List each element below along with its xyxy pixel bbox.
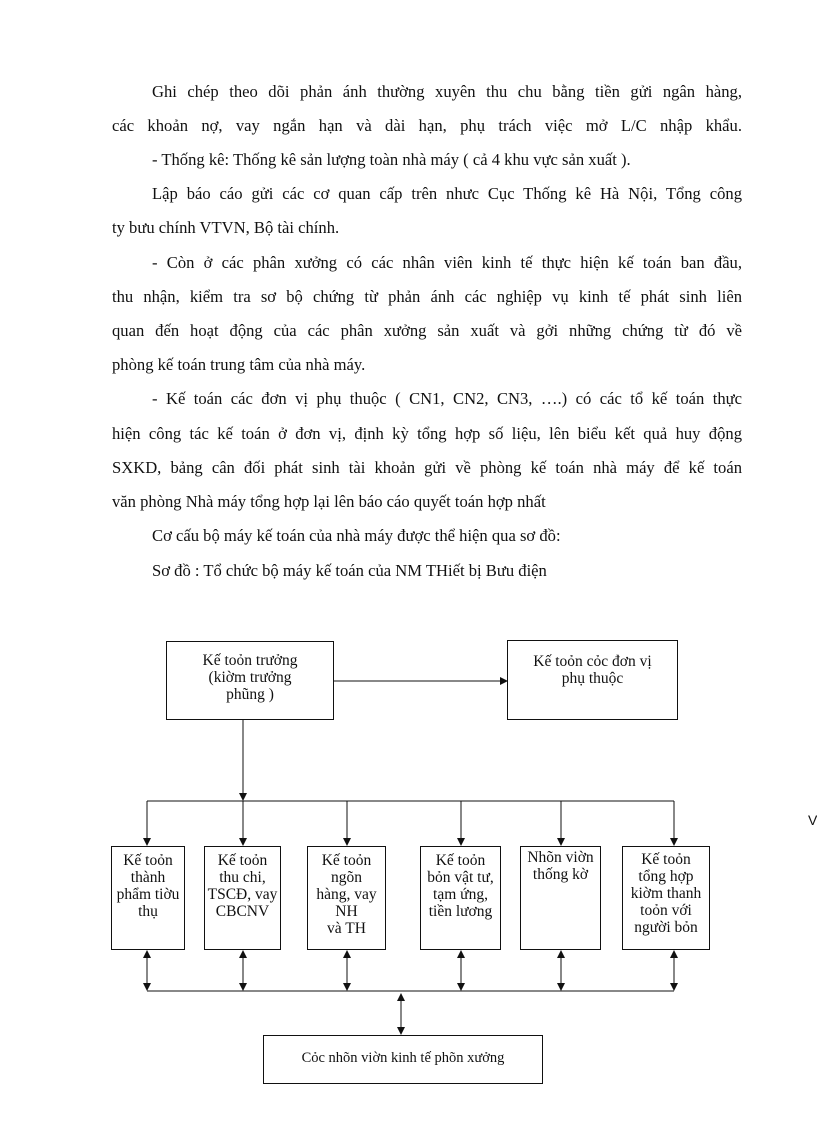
edge-mark: V: [808, 812, 817, 828]
box-line: tiền lương: [428, 903, 493, 920]
unit-box-general-ledger: [622, 846, 710, 950]
box-line: người bỏn: [634, 919, 698, 936]
box-line: (kiờm trưởng: [208, 669, 292, 686]
paragraph-line: - Thống kê: Thống kê sản lượng toàn nhà máy ( cả 4 khu vực sản xuất ).: [152, 150, 631, 169]
unit-box-finished-goods: [111, 846, 185, 950]
box-line: phũng ): [226, 686, 274, 703]
paragraph-line: văn phòng Nhà máy tổng hợp lại lên báo cáo quyết toán hợp nhất: [112, 492, 546, 511]
box-line: Kế toỏn: [435, 852, 486, 869]
box-line: bỏn vật tư,: [427, 869, 494, 886]
unit-box-statistics: [520, 846, 601, 950]
box-line: Kế toỏn cỏc đơn vị: [533, 653, 652, 670]
paragraph-line: - Kế toán các đơn vị phụ thuộc ( CN1, CN2, CN3, ….) có các tổ kế toán thực: [152, 389, 742, 408]
box-line: Nhõn viờn: [527, 849, 594, 866]
unit-box-materials-payroll: [420, 846, 501, 950]
paragraph-line: Cơ cấu bộ máy kế toán của nhà máy được thể hiện qua sơ đồ:: [152, 526, 561, 545]
paragraph-line: phòng kế toán trung tâm của nhà máy.: [112, 355, 366, 374]
paragraph-line: - Còn ở các phân xưởng có các nhân viên kinh tế thực hiện kế toán ban đầu,: [152, 253, 742, 272]
box-line: thống kờ: [532, 866, 589, 883]
box-line: CBCNV: [215, 903, 270, 920]
box-line: Kế toỏn: [217, 852, 268, 869]
box-line: tổng hợp: [638, 868, 694, 885]
box-line: TSCĐ, vay: [207, 886, 278, 903]
box-line: thành: [130, 869, 166, 886]
paragraph-line: Ghi chép theo dõi phản ánh thường xuyên thu chu bằng tiền gửi ngân hàng,: [152, 82, 742, 101]
paragraph-line: hiện công tác kế toán ở đơn vị, định kỳ tổng hợp số liệu, lên biểu kết quả huy động: [112, 424, 742, 443]
unit-box-bank: [307, 846, 386, 950]
diagram-caption: Sơ đồ : Tổ chức bộ máy kế toán của NM THiết bị Bưu điện: [152, 561, 547, 580]
box-line: Kế toỏn trưởng: [202, 652, 298, 669]
box-line: và TH: [327, 920, 366, 937]
dependent-units-accountant-box: [507, 640, 678, 720]
paragraph-line: thu nhận, kiểm tra sơ bộ chứng từ phản ánh các nghiệp vụ kinh tế phát sinh liên: [112, 287, 742, 306]
paragraph-line: Lập báo cáo gửi các cơ quan cấp trên nhưc Cục Thống kê Hà Nội, Tổng công: [152, 184, 742, 203]
box-line: thụ: [138, 903, 158, 920]
box-line: phẩm tiờu: [116, 886, 180, 903]
paragraph-line: các khoản nợ, vay ngắn hạn và dài hạn, phụ trách việc mở L/C nhập khẩu.: [112, 116, 742, 135]
paragraph-line: SXKD, bảng cân đối phát sinh tài khoản gửi về phòng kế toán nhà máy để kế toán: [112, 458, 742, 477]
box-line: kiờm thanh: [630, 885, 702, 902]
box-line: tạm ứng,: [433, 886, 488, 903]
box-line: hàng, vay: [316, 886, 377, 903]
box-line: phụ thuộc: [561, 670, 624, 687]
box-line: ngõn: [331, 869, 362, 886]
box-line: NH: [335, 903, 358, 920]
paragraph-line: quan đến hoạt động của các phân xưởng sản xuất và gởi những chứng từ đó về: [112, 321, 742, 340]
workshop-staff-box: [263, 1035, 543, 1084]
box-line: Kế toỏn: [321, 852, 372, 869]
box-line: toỏn với: [640, 902, 692, 919]
box-line: Kế toỏn: [641, 851, 691, 868]
unit-box-cash-assets: [204, 846, 281, 950]
box-line: Cỏc nhõn viờn kinh tế phõn xưởng: [301, 1050, 505, 1066]
paragraph-line: ty bưu chính VTVN, Bộ tài chính.: [112, 218, 340, 237]
chief-accountant-box: [166, 641, 334, 720]
box-line: thu chi,: [219, 869, 266, 886]
box-line: Kế toỏn: [123, 852, 173, 869]
